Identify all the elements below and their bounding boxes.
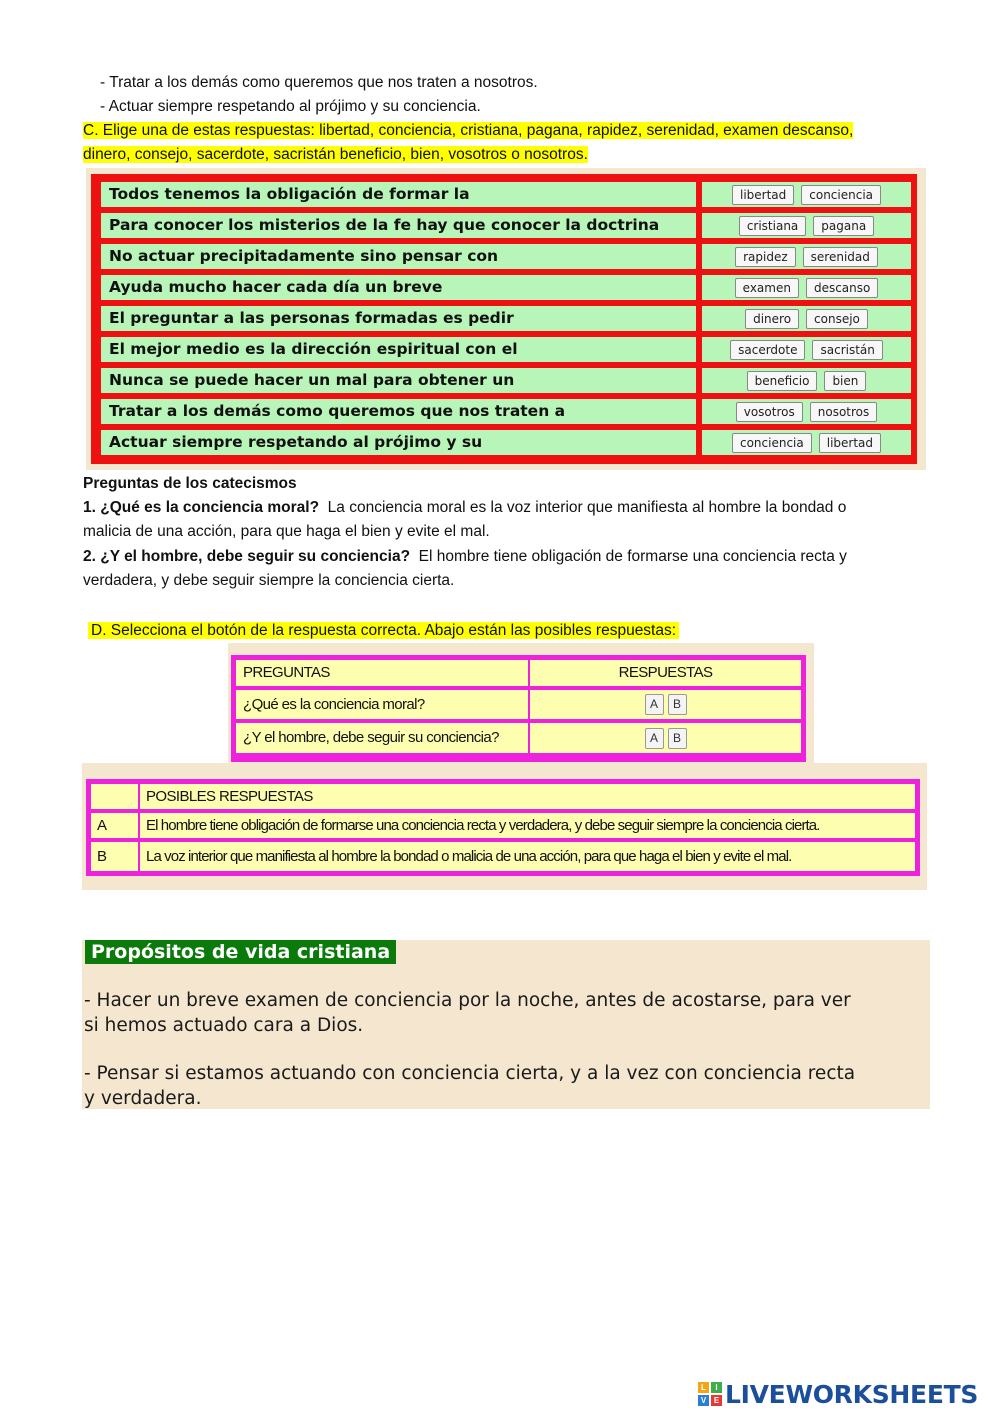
c-options: [701, 274, 912, 301]
catecismo-q1-answer-a: La conciencia moral es la voz interior que manifiesta al hombre la bondad o: [327, 499, 847, 516]
catecismo-q1-question: 1. ¿Qué es la conciencia moral?: [83, 499, 320, 516]
propositos-item-2-a: - Pensar si estamos actuando con conciencia cierta, y a la vez con conciencia recta: [84, 1063, 856, 1084]
section-c-instructions-line2: dinero, consejo, sacerdote, sacristán beneficio, bien, vosotros o nosotros.: [83, 146, 588, 163]
catecismo-q1-answer-b: malicia de una acción, para que haga el bien y evite el mal.: [83, 523, 490, 540]
catecismo-q2-answer-a: El hombre tiene obligación de formarse una conciencia recta y: [418, 548, 847, 565]
answer-button-a[interactable]: A: [645, 694, 664, 715]
catecismo-q2-answer-b: verdadera, y debe seguir siempre la conciencia cierta.: [83, 572, 455, 589]
option-button[interactable]: serenidad: [803, 247, 878, 267]
section-d-table: [231, 655, 806, 762]
logo-letter-i: I: [711, 1382, 722, 1393]
option-button[interactable]: libertad: [819, 433, 881, 453]
option-button[interactable]: sacerdote: [730, 340, 805, 360]
d-question-2: ¿Y el hombre, debe seguir su conciencia?: [235, 722, 529, 754]
catecismo-heading: Preguntas de los catecismos: [83, 475, 297, 492]
c-row-2: [100, 212, 910, 239]
possible-blank-cell: [90, 783, 139, 810]
c-options: [701, 336, 912, 363]
option-button[interactable]: sacristán: [812, 340, 882, 360]
option-button[interactable]: consejo: [806, 309, 868, 329]
logo-letter-v: V: [698, 1395, 709, 1406]
answer-button-b[interactable]: B: [668, 694, 687, 715]
option-button[interactable]: conciencia: [732, 433, 812, 453]
possible-text-b: La voz interior que manifiesta al hombre la bondad o malicia de una acción, para que haga el bien y evite el mal.: [139, 841, 916, 872]
c-question: El mejor medio es la dirección espiritual con el: [100, 336, 697, 363]
possible-text-a: El hombre tiene obligación de formarse una conciencia recta y verdadera, y debe seguir siempre la conciencia cierta.: [139, 812, 916, 839]
logo-text: LIVEWORKSHEETS: [725, 1379, 979, 1409]
logo-icon: [698, 1382, 722, 1406]
c-options: [701, 212, 912, 239]
propositos-item-2-b: y verdadera.: [84, 1088, 202, 1109]
d-question-1: ¿Qué es la conciencia moral?: [235, 689, 529, 720]
propositos-item-2: [84, 1061, 929, 1111]
propositos-item-1-b: si hemos actuado cara a Dios.: [84, 1015, 364, 1036]
option-button[interactable]: dinero: [745, 309, 799, 329]
c-row-4: [100, 274, 910, 301]
possible-header: POSIBLES RESPUESTAS: [139, 783, 916, 810]
logo-letter-l: L: [698, 1382, 709, 1393]
c-options: [701, 367, 912, 394]
d-answer-buttons-2: [529, 722, 802, 754]
c-row-6: [100, 336, 910, 363]
propositos-title: Propósitos de vida cristiana: [85, 940, 396, 964]
header-preguntas: PREGUNTAS: [235, 659, 529, 687]
logo-letter-e: E: [711, 1395, 722, 1406]
answer-button-a[interactable]: A: [645, 728, 664, 749]
catecismo-q1: [83, 496, 923, 544]
section-d-instructions: [88, 619, 679, 643]
c-question: Todos tenemos la obligación de formar la: [100, 181, 697, 208]
option-button[interactable]: nosotros: [810, 402, 878, 422]
option-button[interactable]: vosotros: [736, 402, 803, 422]
option-button[interactable]: descanso: [806, 278, 878, 298]
possible-letter-a: A: [90, 812, 139, 839]
section-d-instructions-text: D. Selecciona el botón de la respuesta correcta. Abajo están las posibles respuestas:: [88, 622, 679, 639]
c-options: [701, 429, 912, 456]
c-options: [701, 243, 912, 270]
intro-line-2: - Actuar siempre respetando al prójimo y su conciencia.: [100, 98, 481, 115]
c-row-1: [100, 181, 910, 208]
propositos-item-1: [84, 988, 929, 1038]
c-row-3: [100, 243, 910, 270]
c-row-8: [100, 398, 910, 425]
c-question: Tratar a los demás como queremos que nos traten a: [100, 398, 697, 425]
c-options: [701, 305, 912, 332]
d-answer-buttons-1: [529, 689, 802, 720]
option-button[interactable]: bien: [824, 371, 866, 391]
possible-letter-b: B: [90, 841, 139, 872]
section-c-table: [91, 174, 917, 464]
c-question: Nunca se puede hacer un mal para obtener un: [100, 367, 697, 394]
c-question: No actuar precipitadamente sino pensar con: [100, 243, 697, 270]
possible-answers-table: [86, 779, 920, 876]
catecismo-q2: [83, 545, 923, 593]
catecismo-q2-question: 2. ¿Y el hombre, debe seguir su conciencia?: [83, 548, 411, 565]
c-question: Para conocer los misterios de la fe hay que conocer la doctrina: [100, 212, 697, 239]
option-button[interactable]: examen: [735, 278, 799, 298]
c-question: Ayuda mucho hacer cada día un breve: [100, 274, 697, 301]
section-c-instructions-line1: C. Elige una de estas respuestas: libertad, conciencia, cristiana, pagana, rapidez, serenidad, examen descanso,: [83, 122, 854, 139]
c-options: [701, 398, 912, 425]
c-question: Actuar siempre respetando al prójimo y su: [100, 429, 697, 456]
option-button[interactable]: conciencia: [801, 185, 881, 205]
answer-button-b[interactable]: B: [668, 728, 687, 749]
c-row-7: [100, 367, 910, 394]
liveworksheets-logo[interactable]: [698, 1378, 978, 1410]
intro-line-1: - Tratar a los demás como queremos que nos traten a nosotros.: [100, 74, 538, 91]
c-row-9: [100, 429, 910, 456]
header-respuestas: RESPUESTAS: [529, 659, 802, 687]
section-c-instructions: [83, 119, 853, 167]
c-row-5: [100, 305, 910, 332]
option-button[interactable]: cristiana: [739, 216, 806, 236]
option-button[interactable]: libertad: [732, 185, 794, 205]
c-options: [701, 181, 912, 208]
option-button[interactable]: pagana: [813, 216, 874, 236]
option-button[interactable]: rapidez: [735, 247, 796, 267]
option-button[interactable]: beneficio: [747, 371, 818, 391]
propositos-item-1-a: - Hacer un breve examen de conciencia por la noche, antes de acostarse, para ver: [84, 990, 851, 1011]
c-question: El preguntar a las personas formadas es pedir: [100, 305, 697, 332]
